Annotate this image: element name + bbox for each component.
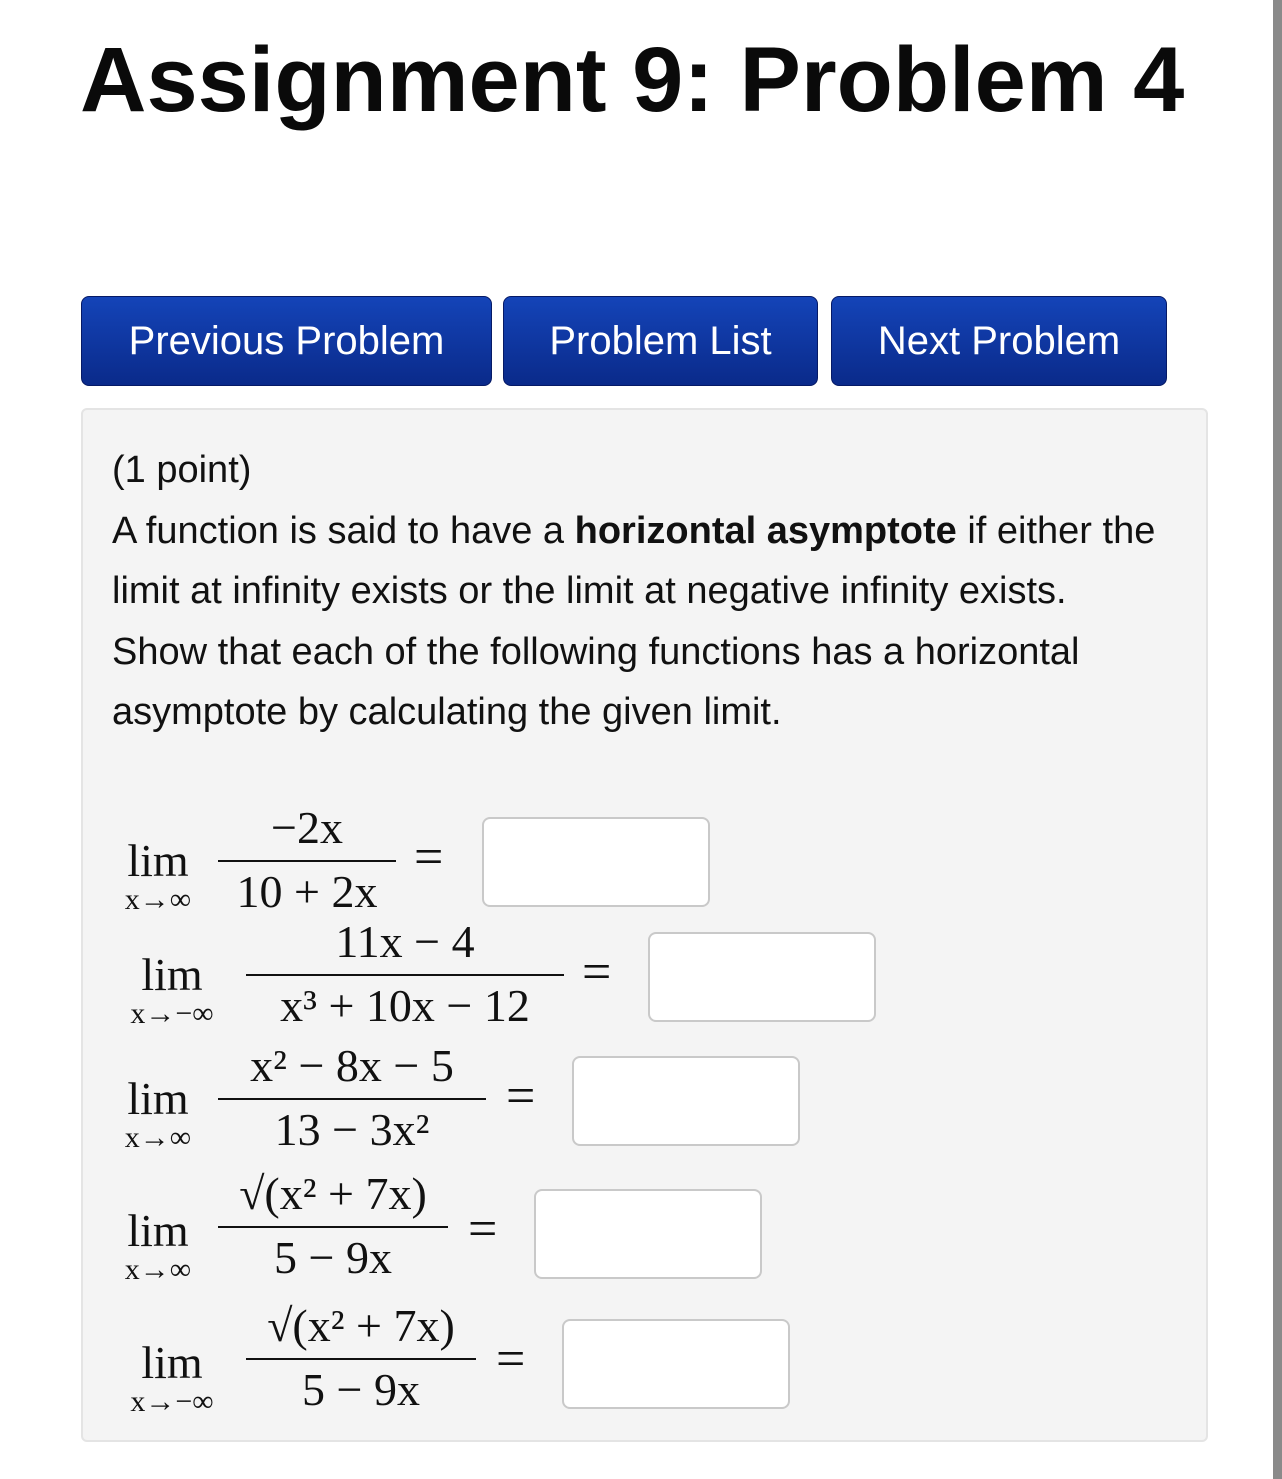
limit-approach: x→−∞ <box>130 997 214 1030</box>
equals-sign: = <box>582 944 612 1001</box>
limit-approach: x→∞ <box>124 1253 192 1286</box>
numerator: x² − 8x − 5 <box>250 1040 454 1091</box>
fraction <box>246 1300 476 1416</box>
fraction <box>246 916 564 1032</box>
fraction <box>218 1040 486 1156</box>
problem-instruction: Show that each of the following functions has a horizontal asymptote by calculating the given limit. <box>112 630 1080 733</box>
denominator: 10 + 2x <box>236 866 378 917</box>
problem-intro: A function is said to have a horizontal asymptote if either the limit at infinity exists or the limit at negative infinity exists. <box>112 509 1156 612</box>
numerator: 11x − 4 <box>335 916 475 967</box>
equals-sign: = <box>414 829 444 886</box>
problem-points: (1 point) <box>112 449 252 491</box>
answer-input-4[interactable] <box>534 1189 762 1279</box>
limit-operator: lim x→−∞ <box>110 952 234 1030</box>
equals-sign: = <box>468 1201 498 1258</box>
equals-sign: = <box>506 1068 536 1125</box>
answer-input-2[interactable] <box>648 932 876 1022</box>
term-horizontal-asymptote: horizontal asymptote <box>574 509 957 552</box>
window-edge <box>1273 0 1282 1479</box>
denominator: 5 − 9x <box>302 1364 420 1415</box>
next-problem-button[interactable]: Next Problem <box>831 296 1167 386</box>
limit-approach: x→∞ <box>124 883 192 916</box>
denominator: 13 − 3x² <box>274 1104 430 1155</box>
answer-input-3[interactable] <box>572 1056 800 1146</box>
limit-operator: lim x→∞ <box>110 1208 206 1286</box>
fraction <box>218 802 396 918</box>
problem-statement <box>112 440 1172 743</box>
previous-problem-button[interactable]: Previous Problem <box>81 296 492 386</box>
answer-input-5[interactable] <box>562 1319 790 1409</box>
numerator: −2x <box>271 802 343 853</box>
limit-operator: lim x→∞ <box>110 1076 206 1154</box>
numerator: √(x² + 7x) <box>239 1168 427 1219</box>
limit-approach: x→−∞ <box>130 1385 214 1418</box>
denominator: x³ + 10x − 12 <box>280 980 530 1031</box>
limit-operator: lim x→−∞ <box>110 1340 234 1418</box>
problem-list-button[interactable]: Problem List <box>503 296 818 386</box>
numerator: √(x² + 7x) <box>267 1300 455 1351</box>
limit-approach: x→∞ <box>124 1121 192 1154</box>
fraction <box>218 1168 448 1284</box>
limit-operator: lim x→∞ <box>110 838 206 916</box>
answer-input-1[interactable] <box>482 817 710 907</box>
denominator: 5 − 9x <box>274 1232 392 1283</box>
page-title: Assignment 9: Problem 4 <box>80 29 1185 131</box>
equals-sign: = <box>496 1331 526 1388</box>
